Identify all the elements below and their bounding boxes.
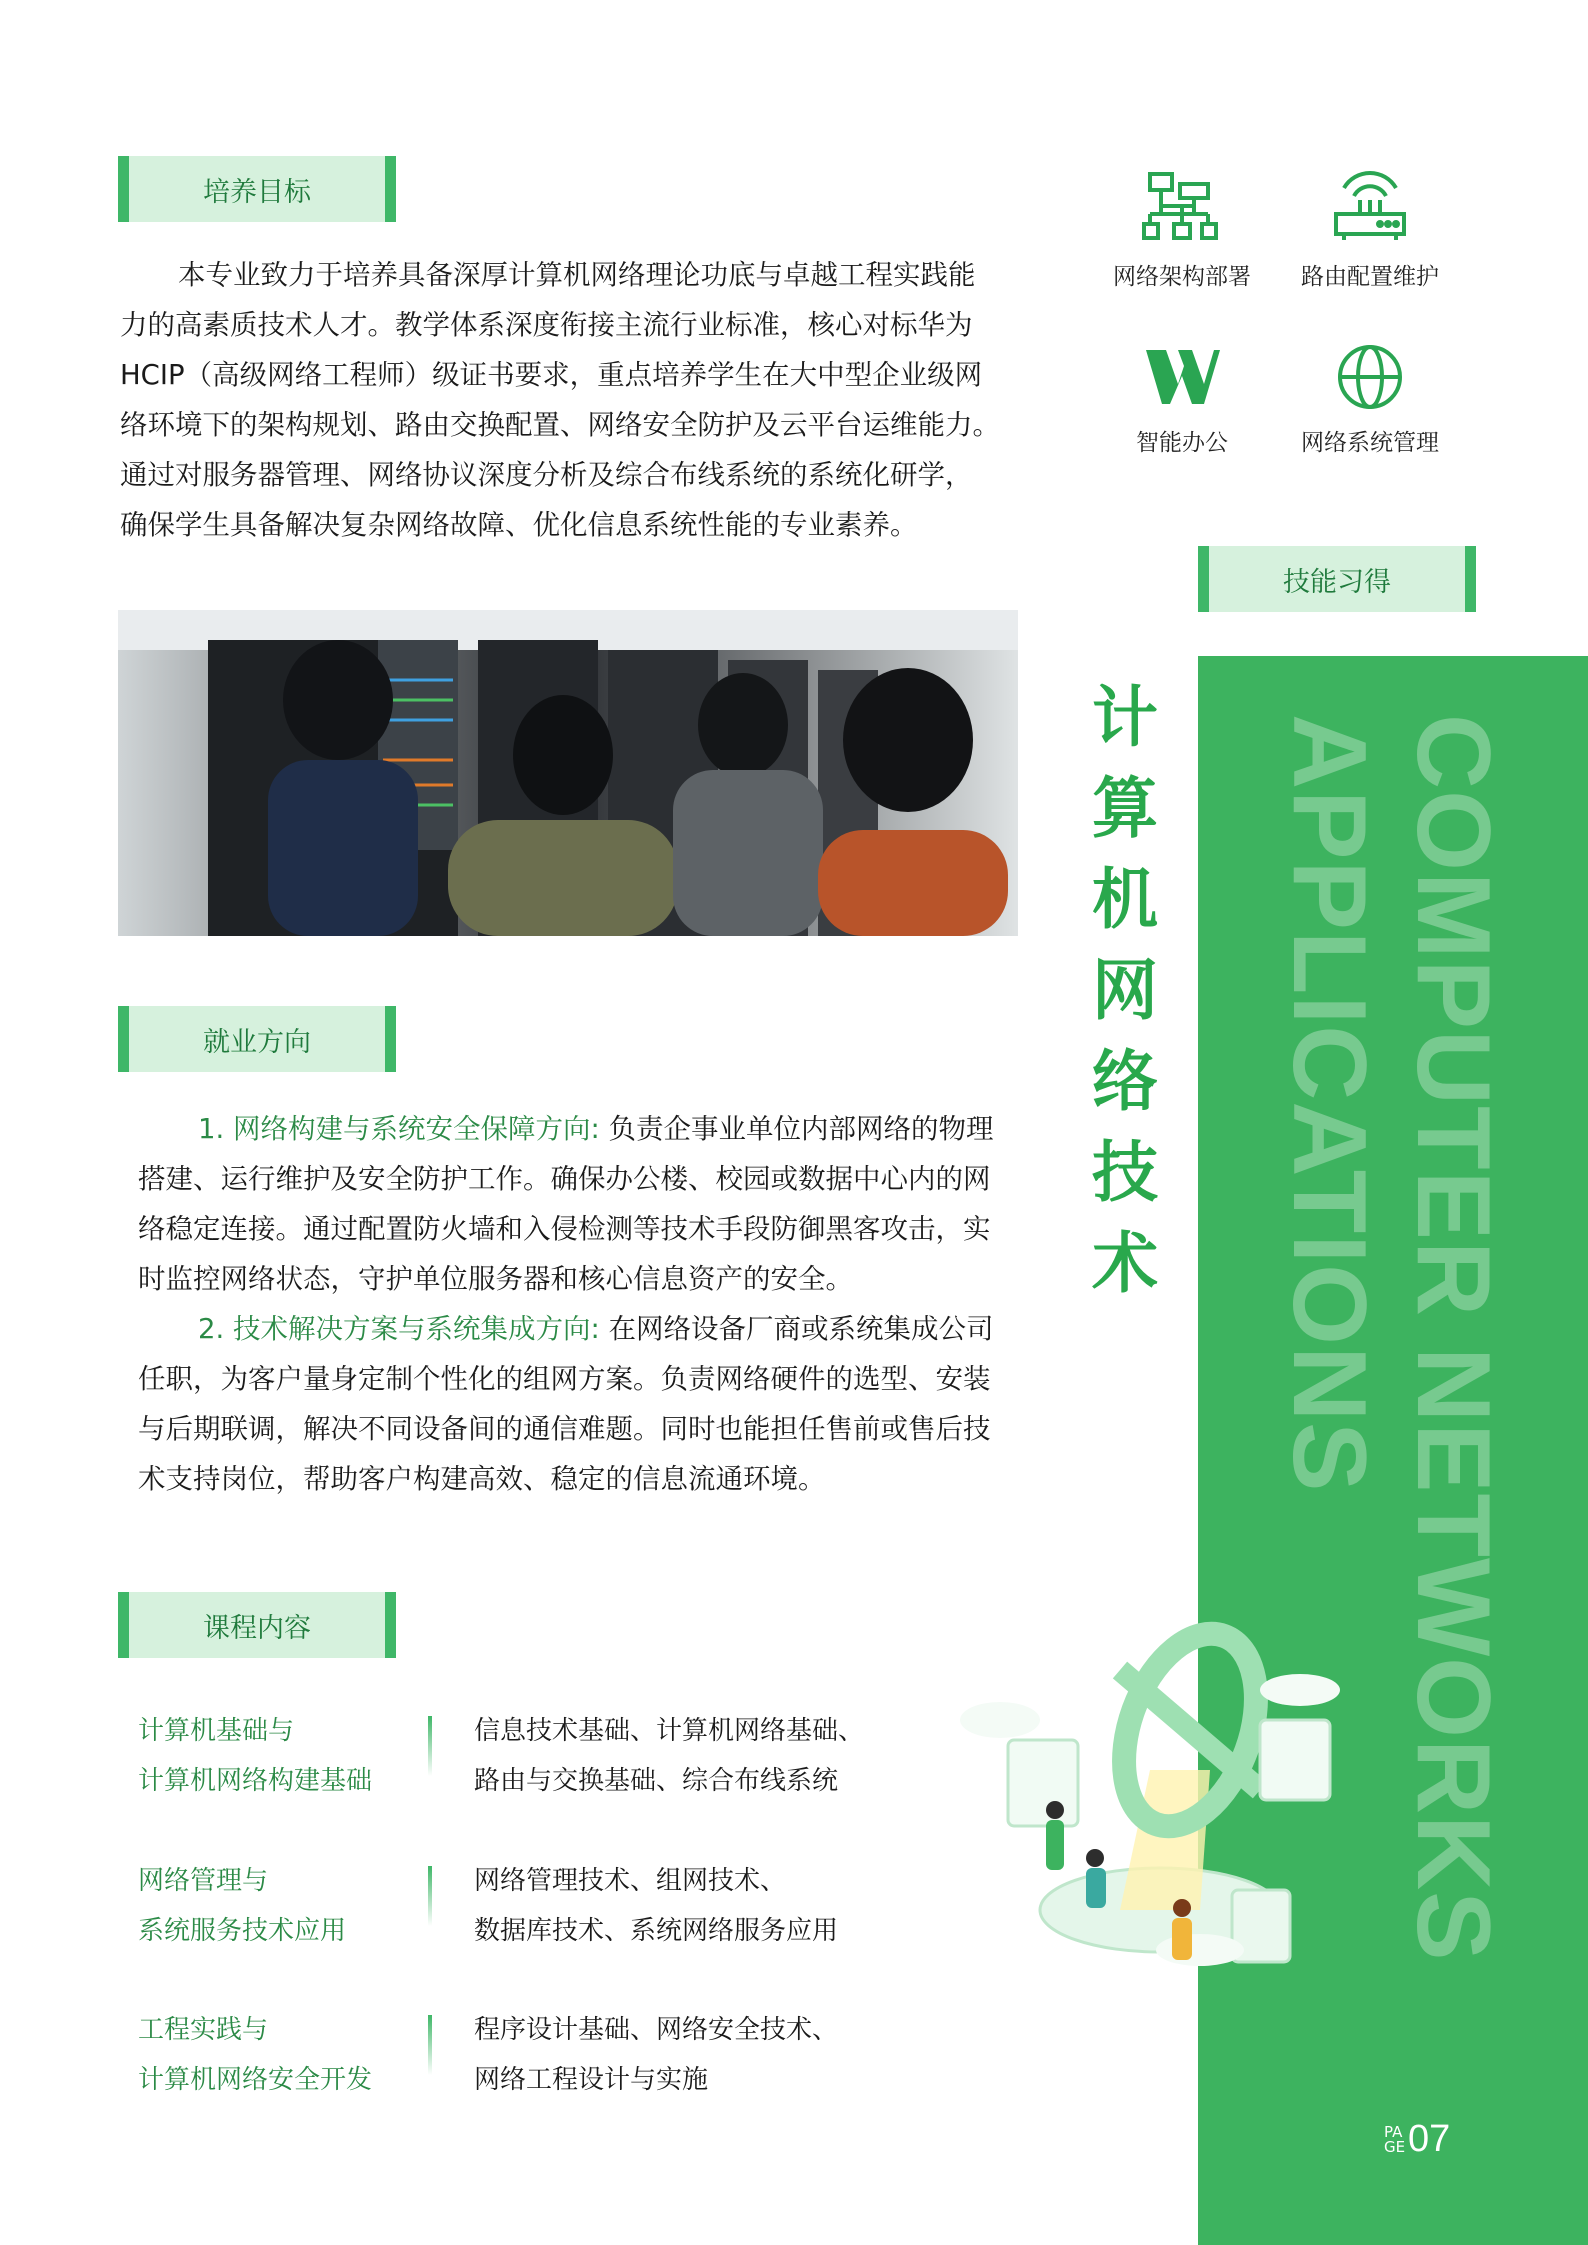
course-category-line: 系统服务技术应用 xyxy=(138,1916,347,1946)
employment-line: 络稳定连接。通过配置防火墙和入侵检测等技术手段防御黑客攻击，实 xyxy=(138,1213,991,1245)
icon-tile-router xyxy=(1280,170,1460,291)
english-title-line: COMPUTER NETWORKS xyxy=(1395,714,1511,1962)
wps-office-icon xyxy=(1142,344,1222,410)
intro-line: 通过对服务器管理、网络协议深度分析及综合布线系统的系统化研学， xyxy=(120,459,973,491)
employment-line: 搭建、运行维护及安全防护工作。确保办公楼、校园或数据中心内的网 xyxy=(138,1163,991,1195)
section-tab-courses xyxy=(118,1592,396,1658)
employment-item-text: 在网络设备厂商或系统集成公司 xyxy=(608,1313,994,1345)
employment-line: 与后期联调，解决不同设备间的通信难题。同时也能担任售前或售后技 xyxy=(138,1413,991,1445)
icon-tile-globe xyxy=(1280,344,1460,457)
icon-tile-network-architecture xyxy=(1092,170,1272,291)
icon-label: 网络架构部署 xyxy=(1113,264,1251,290)
page-number-value: 07 xyxy=(1408,2118,1451,2160)
intro-line: HCIP（高级网络工程师）级证书要求，重点培养学生在大中型企业级网 xyxy=(120,359,983,391)
course-category-line: 工程实践与 xyxy=(138,2015,269,2045)
section-tab-training-goal xyxy=(118,156,396,222)
section-title: 课程内容 xyxy=(203,1612,311,1644)
course-category-line: 计算机基础与 xyxy=(138,1716,295,1746)
major-title-char: 网 xyxy=(1092,952,1158,1029)
course-detail xyxy=(474,1856,838,1956)
section-tab-employment xyxy=(118,1006,396,1072)
course-category xyxy=(138,1706,372,1806)
course-row xyxy=(138,1856,938,1966)
course-detail xyxy=(474,2005,838,2105)
network-illustration xyxy=(960,1610,1360,2010)
page-prefix: PAGE xyxy=(1384,2122,1406,2156)
section-title: 就业方向 xyxy=(203,1026,311,1058)
major-title-char: 算 xyxy=(1092,770,1158,847)
major-title-char: 术 xyxy=(1092,1225,1158,1302)
english-title-line: APPLICATIONS xyxy=(1271,714,1387,1493)
server-room-photo xyxy=(118,610,1018,936)
course-divider xyxy=(428,1866,432,1926)
course-detail xyxy=(474,1706,864,1806)
course-detail-line: 数据库技术、系统网络服务应用 xyxy=(474,1916,839,1946)
router-icon xyxy=(1330,170,1410,244)
icon-tile-office xyxy=(1092,344,1272,457)
section-title: 培养目标 xyxy=(203,176,311,208)
intro-line: 确保学生具备解决复杂网络故障、优化信息系统性能的专业素养。 xyxy=(120,509,918,541)
course-category xyxy=(138,2005,372,2105)
course-category-line: 计算机网络安全开发 xyxy=(138,2065,373,2095)
globe-icon xyxy=(1330,344,1410,410)
intro-line: 本专业致力于培养具备深厚计算机网络理论功底与卓越工程实践能 xyxy=(178,259,976,291)
employment-line: 任职，为客户量身定制个性化的组网方案。负责网络硬件的选型、安装 xyxy=(138,1363,991,1395)
employment-paragraph xyxy=(138,1104,1038,1504)
page-number xyxy=(1384,2118,1450,2161)
course-category-line: 网络管理与 xyxy=(138,1866,269,1896)
section-tab-skills xyxy=(1198,546,1476,612)
intro-paragraph xyxy=(120,250,1020,550)
course-row xyxy=(138,1706,938,1816)
employment-item-text: 负责企事业单位内部网络的物理 xyxy=(608,1113,994,1145)
major-title xyxy=(1080,672,1170,1309)
intro-line: 络环境下的架构规划、路由交换配置、网络安全防护及云平台运维能力。 xyxy=(120,409,1000,441)
section-title: 技能习得 xyxy=(1283,566,1391,598)
course-divider xyxy=(428,1716,432,1776)
course-detail-line: 网络管理技术、组网技术、 xyxy=(474,1866,787,1896)
course-detail-line: 路由与交换基础、综合布线系统 xyxy=(474,1766,839,1796)
employment-line: 术支持岗位，帮助客户构建高效、稳定的信息流通环境。 xyxy=(138,1463,826,1495)
course-divider xyxy=(428,2015,432,2075)
major-title-char: 技 xyxy=(1092,1134,1158,1211)
major-title-char: 机 xyxy=(1092,861,1158,938)
icon-label: 智能办公 xyxy=(1136,430,1228,456)
network-architecture-icon xyxy=(1142,170,1222,244)
major-title-char: 络 xyxy=(1092,1043,1158,1120)
employment-line: 时监控网络状态，守护单位服务器和核心信息资产的安全。 xyxy=(138,1263,853,1295)
employment-item-title: 1. 网络构建与系统安全保障方向: xyxy=(198,1113,600,1145)
course-detail-line: 信息技术基础、计算机网络基础、 xyxy=(474,1716,865,1746)
icon-label: 路由配置维护 xyxy=(1301,264,1439,290)
course-detail-line: 程序设计基础、网络安全技术、 xyxy=(474,2015,839,2045)
employment-item-title: 2. 技术解决方案与系统集成方向: xyxy=(198,1313,600,1345)
course-detail-line: 网络工程设计与实施 xyxy=(474,2065,709,2095)
icon-label: 网络系统管理 xyxy=(1301,430,1439,456)
course-category xyxy=(138,1856,346,1956)
course-category-line: 计算机网络构建基础 xyxy=(138,1766,373,1796)
intro-line: 力的高素质技术人才。教学体系深度衔接主流行业标准，核心对标华为 xyxy=(120,309,973,341)
major-title-char: 计 xyxy=(1092,679,1158,756)
course-row xyxy=(138,2005,938,2115)
